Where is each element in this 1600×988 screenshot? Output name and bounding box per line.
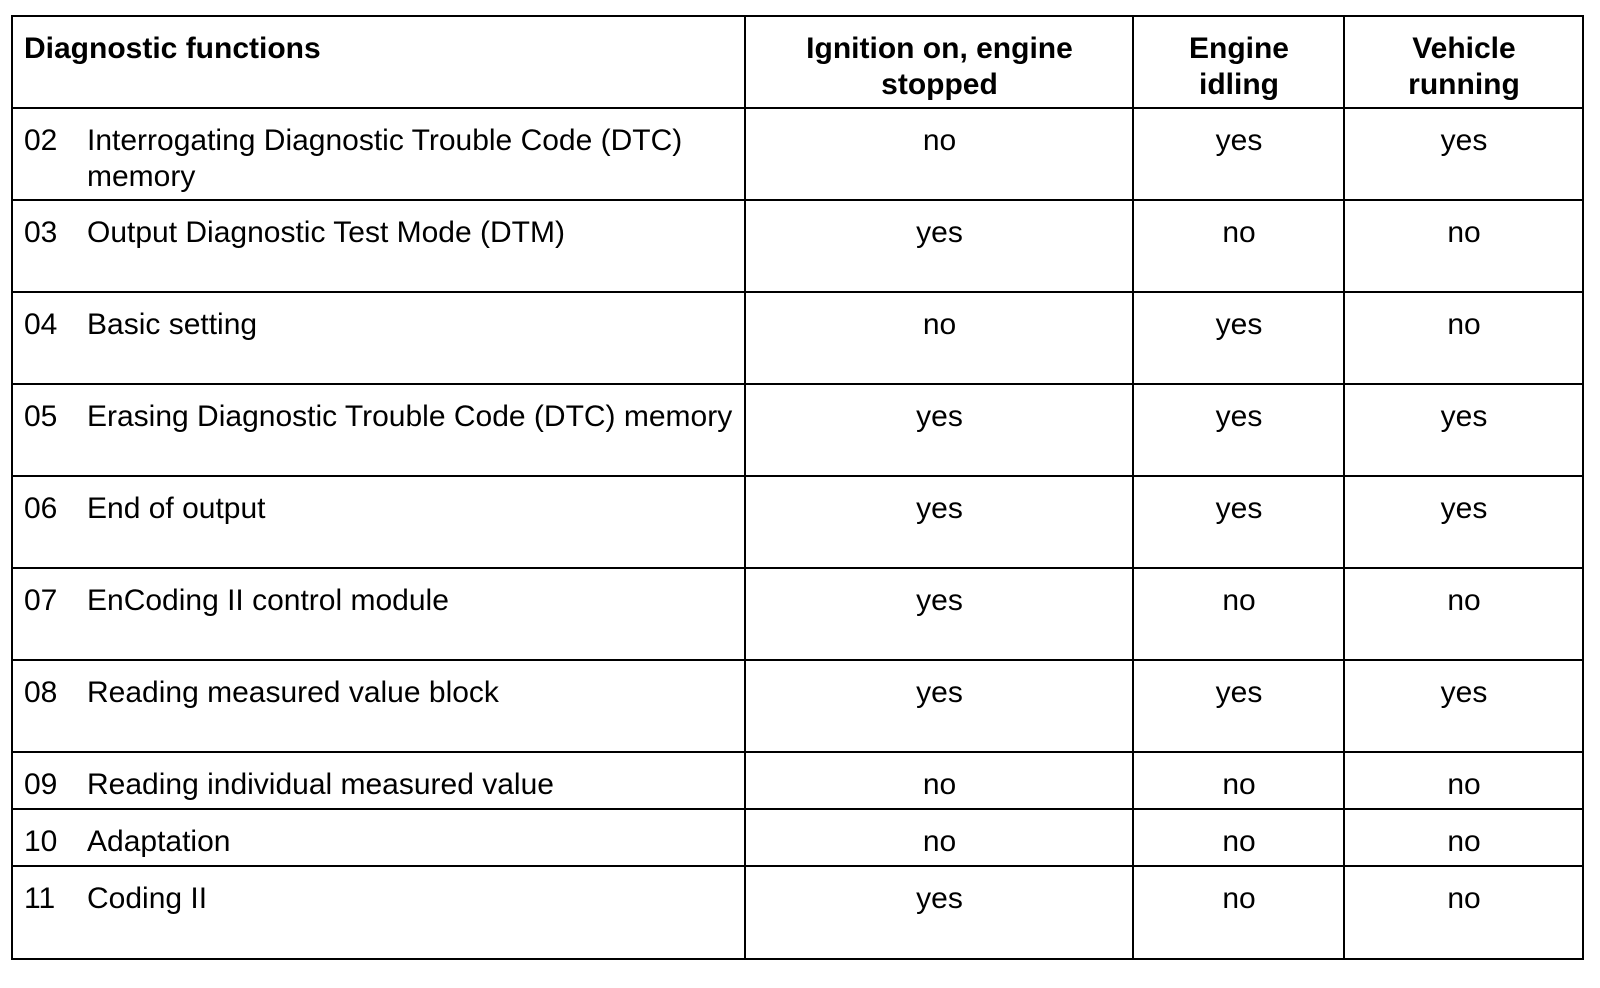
function-cell (12, 752, 745, 809)
function-label: Basic setting (87, 308, 258, 341)
function-label: Reading measured value block (87, 676, 499, 709)
function-cell (12, 866, 745, 959)
table-row (12, 476, 1583, 568)
function-cell (12, 200, 745, 292)
table-row (12, 200, 1583, 292)
table-row (12, 660, 1583, 752)
ignition-on-cell: yes (745, 866, 1133, 959)
ignition-on-cell: yes (745, 200, 1133, 292)
function-cell (12, 660, 745, 752)
ignition-on-cell: no (745, 292, 1133, 384)
vehicle-running-cell: no (1344, 809, 1583, 866)
vehicle-running-cell: no (1344, 200, 1583, 292)
table-row (12, 108, 1583, 200)
diagnostic-functions-table (11, 15, 1584, 960)
function-number: 02 (24, 124, 58, 157)
function-label: Interrogating Diagnostic Trouble Code (DTC) memory (87, 124, 683, 193)
engine-idling-cell: yes (1133, 384, 1344, 476)
ignition-on-cell: no (745, 108, 1133, 200)
vehicle-running-cell: no (1344, 752, 1583, 809)
table-row (12, 384, 1583, 476)
function-cell (12, 476, 745, 568)
function-number: 07 (24, 584, 58, 617)
function-cell (12, 384, 745, 476)
engine-idling-cell: no (1133, 752, 1344, 809)
header-engine-idling: Engine idling (1133, 16, 1344, 108)
ignition-on-cell: yes (745, 476, 1133, 568)
table-row (12, 866, 1583, 959)
engine-idling-cell: no (1133, 568, 1344, 660)
function-number: 08 (24, 676, 58, 709)
function-number: 10 (24, 825, 58, 858)
function-number: 03 (24, 216, 58, 249)
engine-idling-cell: yes (1133, 108, 1344, 200)
vehicle-running-cell: no (1344, 292, 1583, 384)
ignition-on-cell: no (745, 809, 1133, 866)
function-label: Coding II (87, 882, 208, 915)
function-number: 06 (24, 492, 58, 525)
vehicle-running-cell: yes (1344, 108, 1583, 200)
header-vehicle-running: Vehicle running (1344, 16, 1583, 108)
header-ignition-on: Ignition on, engine stopped (745, 16, 1133, 108)
function-label: Erasing Diagnostic Trouble Code (DTC) memory (87, 400, 733, 433)
vehicle-running-cell: no (1344, 866, 1583, 959)
function-label: End of output (87, 492, 266, 525)
engine-idling-cell: no (1133, 866, 1344, 959)
ignition-on-cell: yes (745, 384, 1133, 476)
table-header-row (12, 16, 1583, 108)
function-label: EnCoding II control module (87, 584, 449, 617)
engine-idling-cell: no (1133, 200, 1344, 292)
vehicle-running-cell: yes (1344, 660, 1583, 752)
function-number: 11 (24, 882, 56, 915)
vehicle-running-cell: yes (1344, 384, 1583, 476)
function-label: Reading individual measured value (87, 768, 554, 801)
engine-idling-cell: yes (1133, 660, 1344, 752)
vehicle-running-cell: yes (1344, 476, 1583, 568)
function-cell (12, 292, 745, 384)
function-cell (12, 108, 745, 200)
ignition-on-cell: yes (745, 660, 1133, 752)
ignition-on-cell: yes (745, 568, 1133, 660)
engine-idling-cell: no (1133, 809, 1344, 866)
table-row (12, 809, 1583, 866)
function-cell (12, 809, 745, 866)
function-label: Adaptation (87, 825, 231, 858)
function-label: Output Diagnostic Test Mode (DTM) (87, 216, 565, 249)
ignition-on-cell: no (745, 752, 1133, 809)
engine-idling-cell: yes (1133, 476, 1344, 568)
function-cell (12, 568, 745, 660)
table-row (12, 568, 1583, 660)
table-row (12, 752, 1583, 809)
function-number: 05 (24, 400, 58, 433)
function-number: 04 (24, 308, 58, 341)
header-diagnostic-functions: Diagnostic functions (12, 16, 745, 108)
engine-idling-cell: yes (1133, 292, 1344, 384)
vehicle-running-cell: no (1344, 568, 1583, 660)
function-number: 09 (24, 768, 58, 801)
table-row (12, 292, 1583, 384)
